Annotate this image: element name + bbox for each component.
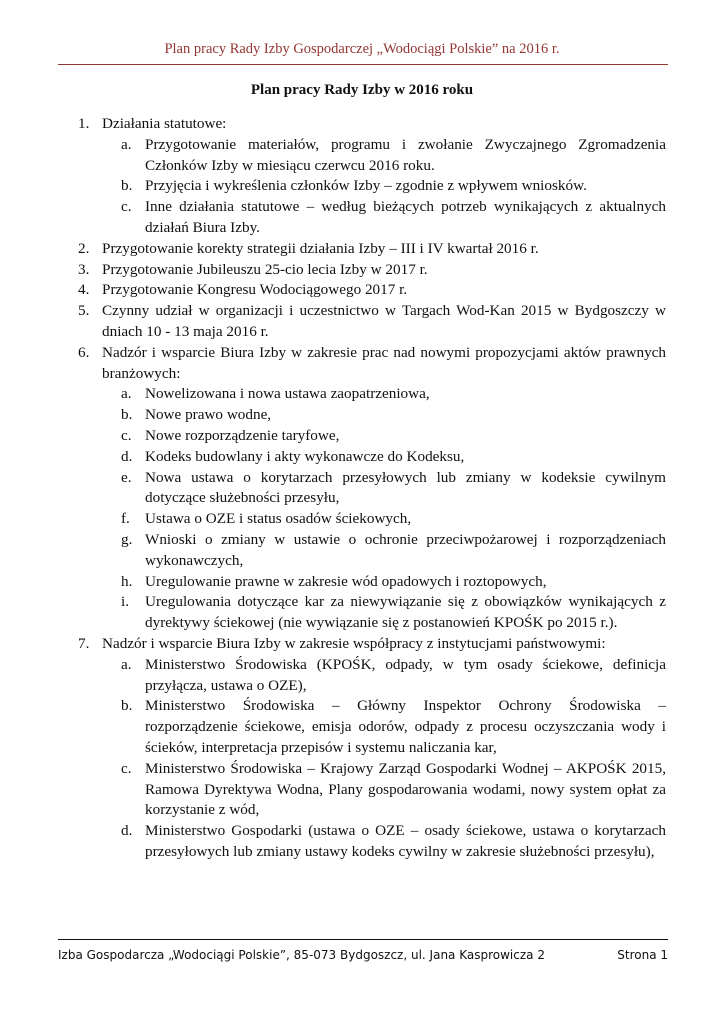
list-item-2	[78, 239, 666, 260]
sub-letter: f.	[121, 510, 130, 528]
sub-item	[102, 759, 666, 821]
sub-letter: c.	[121, 198, 132, 216]
item-text: Przygotowanie Kongresu Wodociągowego 2017 r.	[102, 281, 408, 299]
item-number: 1.	[78, 115, 90, 132]
sub-letter: d.	[121, 447, 133, 465]
page-header: Plan pracy Rady Izby Gospodarczej „Wodociągi Polskie” na 2016 r.	[164, 41, 560, 57]
sub-letter: b.	[121, 177, 133, 195]
sub-letter: b.	[121, 406, 133, 424]
sub-item	[102, 509, 666, 530]
sub-item	[102, 592, 666, 634]
plan-list	[78, 114, 666, 863]
sub-text: Przygotowanie materiałów, programu i zwołanie Zwyczajnego Zgromadzenia Członków Izby w miesiącu czerwcu 2016 roku.	[145, 135, 666, 174]
sub-letter: e.	[121, 468, 132, 486]
sub-letter: c.	[121, 426, 132, 444]
sub-item	[102, 426, 666, 447]
item-text: Przygotowanie Jubileuszu 25-cio lecia Izby w 2017 r.	[102, 260, 428, 278]
item-number: 3.	[78, 260, 90, 278]
sub-letter: d.	[121, 822, 133, 840]
sub-text: Ministerstwo Środowiska – Krajowy Zarząd Gospodarki Wodnej – AKPOŚK 2015, Ramowa Dyrektywa Wodna, Plany gospodarowania wodami, nowy system opłat za korzystanie z wód,	[145, 759, 666, 819]
sub-text: Nowe rozporządzenie taryfowe,	[145, 426, 340, 444]
sub-item	[102, 655, 666, 697]
sub-text: Ministerstwo Środowiska (KPOŚK, odpady, w tym osady ściekowe, definicja przyłącza, ustawa o OZE),	[145, 655, 666, 694]
sub-text: Nowe prawo wodne,	[145, 406, 272, 424]
sub-text: Ministerstwo Środowiska – Główny Inspektor Ochrony Środowiska – rozporządzenie ściekowe, emisja odorów, odpady z procesu oczyszczania wody i ścieków, interpretacja przepisów i systemu naliczania kar,	[145, 697, 666, 756]
sub-letter: a.	[121, 655, 132, 673]
sub-text: Wnioski o zmiany w ustawie o ochronie przeciwpożarowej i rozporządzeniach wykonawczych,	[145, 530, 666, 569]
sub-letter: b.	[121, 697, 133, 715]
sub-item	[102, 468, 666, 510]
item-text: Działania statutowe:	[102, 115, 227, 132]
item-number: 5.	[78, 302, 90, 320]
header-divider	[58, 64, 668, 65]
sub-item	[102, 530, 666, 572]
footer-divider	[58, 939, 668, 940]
list-item-5	[78, 301, 666, 343]
sub-text: Ministerstwo Gospodarki (ustawa o OZE – osady ściekowe, ustawa o korytarzach przesyłowych lub zmiany ustawy kodeks cywilny w zakresie służebności przesyłu),	[145, 822, 666, 860]
sub-text: Inne działania statutowe – według bieżących potrzeb wynikających z aktualnych działań Biura Izby.	[145, 198, 666, 236]
item-number: 2.	[78, 239, 90, 257]
sub-text: Przyjęcia i wykreślenia członków Izby – zgodnie z wpływem wniosków.	[145, 177, 587, 195]
sub-item	[102, 696, 666, 758]
sub-item	[102, 572, 666, 593]
item-number: 6.	[78, 343, 90, 361]
item-text: Czynny udział w organizacji i uczestnictwo w Targach Wod-Kan 2015 w Bydgoszczy w dniach 10 - 13 maja 2016 r.	[102, 302, 666, 340]
list-item-3	[78, 260, 666, 281]
sub-text: Kodeks budowlany i akty wykonawcze do Kodeksu,	[145, 447, 465, 465]
sub-letter: h.	[121, 572, 133, 590]
item-text: Nadzór i wsparcie Biura Izby w zakresie współpracy z instytucjami państwowymi:	[102, 634, 606, 652]
list-item-6	[78, 343, 666, 634]
page-footer	[58, 948, 668, 962]
sub-text: Nowa ustawa o korytarzach przesyłowych lub zmiany w kodeksie cywilnym dotyczące służebności przesyłu,	[145, 468, 666, 507]
sub-item	[102, 447, 666, 468]
item-number: 4.	[78, 281, 90, 299]
page-number: Strona 1	[617, 948, 668, 962]
list-item-1	[78, 114, 666, 239]
sub-text: Ustawa o OZE i status osadów ściekowych,	[145, 510, 412, 528]
sub-item	[102, 135, 666, 177]
sub-letter: a.	[121, 135, 132, 153]
list-item-7	[78, 634, 666, 863]
sub-item	[102, 821, 666, 863]
sub-letter: a.	[121, 385, 132, 403]
item-text: Nadzór i wsparcie Biura Izby w zakresie prac nad nowymi propozycjami aktów prawnych branżowych:	[102, 343, 666, 382]
sub-text: Uregulowanie prawne w zakresie wód opadowych i roztopowych,	[145, 572, 547, 590]
sub-item	[102, 384, 666, 405]
sub-text: Uregulowania dotyczące kar za niewywiązanie się z obowiązków wynikających z dyrektywy ściekowej (nie wywiązanie się z postanowień KPOŚK po 2015 r.).	[145, 593, 666, 632]
sub-item	[102, 176, 666, 197]
sub-item	[102, 197, 666, 239]
sub-letter: i.	[121, 593, 130, 611]
sub-item	[102, 405, 666, 426]
sub-letter: g.	[121, 530, 133, 548]
item-text: Przygotowanie korekty strategii działania Izby – III i IV kwartał 2016 r.	[102, 239, 539, 257]
document-title: Plan pracy Rady Izby w 2016 roku	[250, 82, 474, 98]
item-number: 7.	[78, 634, 90, 652]
footer-address: Izba Gospodarcza „Wodociągi Polskie”, 85-073 Bydgoszcz, ul. Jana Kasprowicza 2	[58, 948, 545, 962]
list-item-4	[78, 280, 666, 301]
sub-text: Nowelizowana i nowa ustawa zaopatrzeniowa,	[145, 385, 430, 403]
sub-letter: c.	[121, 759, 132, 777]
